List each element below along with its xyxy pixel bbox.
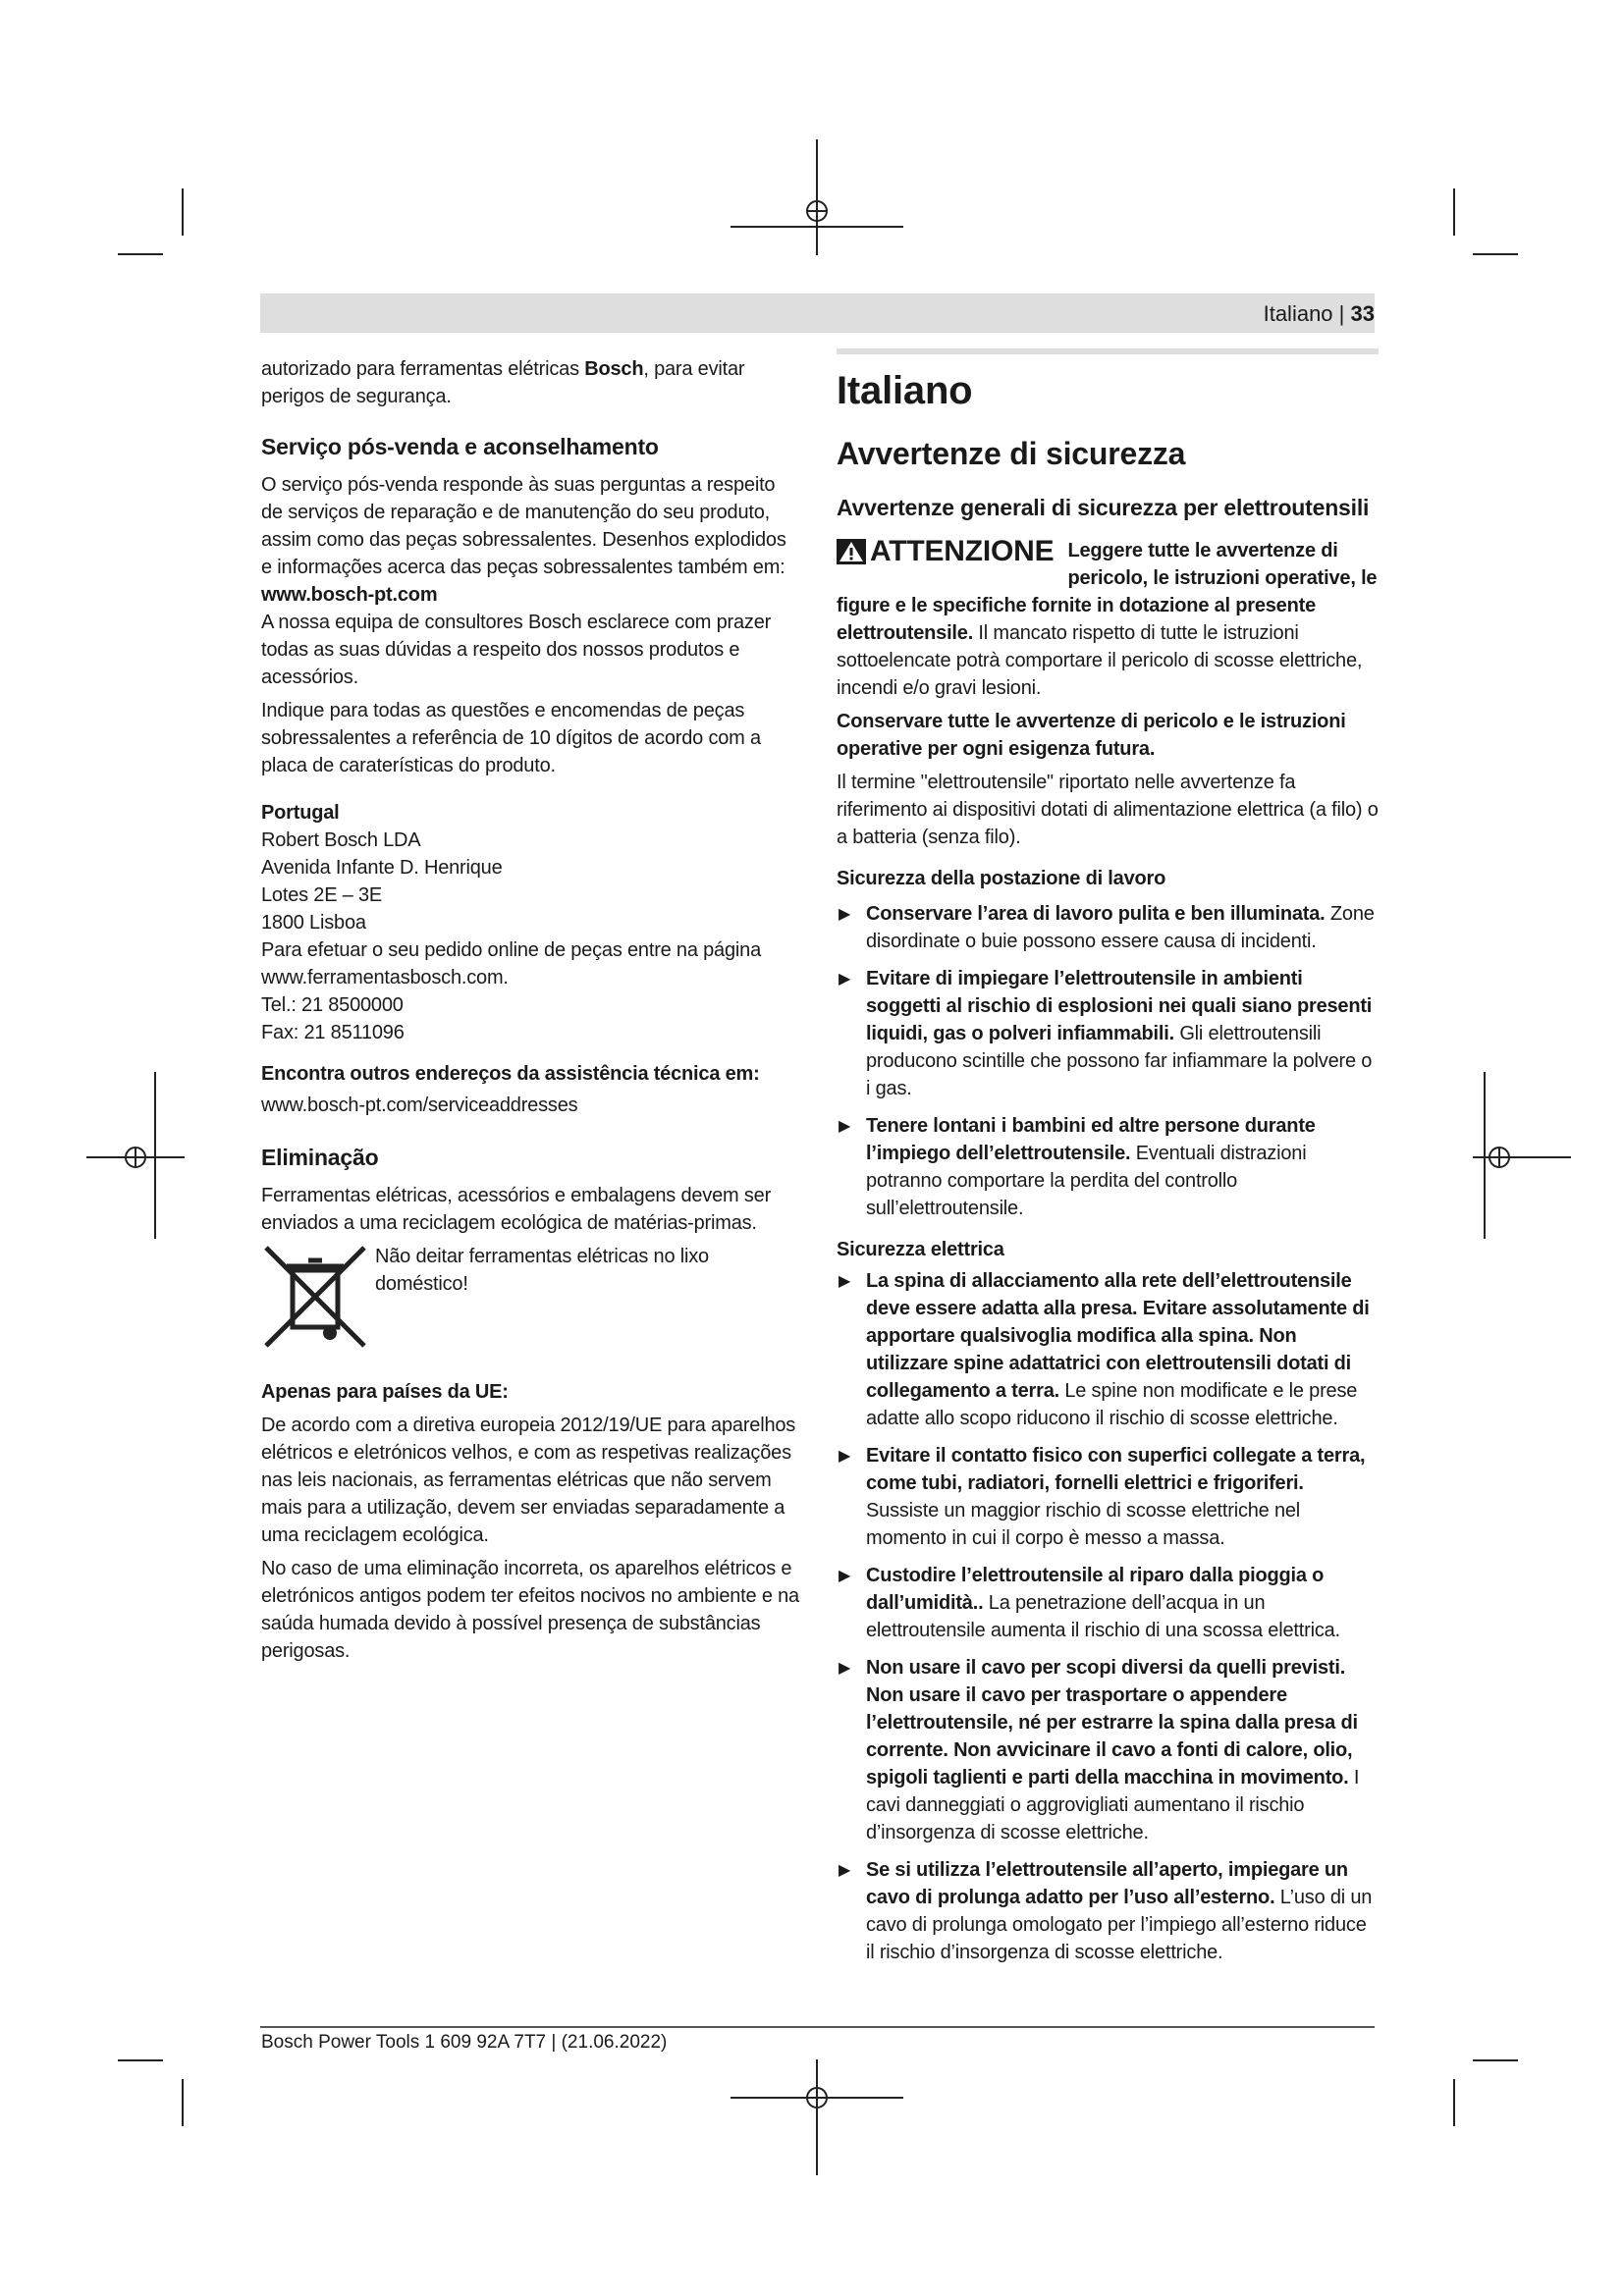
crop-mark (1473, 2059, 1518, 2061)
address-line: Robert Bosch LDA (261, 829, 421, 851)
registration-line (731, 226, 903, 228)
crop-mark (1453, 188, 1455, 236)
registration-mark-icon (1489, 1147, 1510, 1168)
bullet-icon: ▶ (839, 906, 851, 923)
registration-line (1473, 1156, 1571, 1158)
crop-mark (1453, 2079, 1455, 2126)
header-language: Italiano (1263, 301, 1333, 326)
address-line: 1800 Lisboa (261, 912, 366, 934)
bullet-icon: ▶ (839, 1568, 851, 1584)
registration-line (154, 1072, 156, 1239)
eu-heading: Apenas para países da UE: (261, 1381, 509, 1403)
list-item: ▶ Tenere lontani i bambini ed altre persone durante l’impiego dell’elettroutensile. Eventuali distrazioni potranno comportare la perdita del controllo sull’elettroutensile. (839, 1115, 1316, 1219)
bullet-icon: ▶ (839, 1448, 851, 1465)
warning-triangle-icon (837, 539, 866, 564)
brand-name: Bosch (584, 358, 644, 380)
footer-text: Bosch Power Tools 1 609 92A 7T7 | (21.06.2022) (261, 2032, 668, 2053)
eu-paragraph: De acordo com a diretiva europeia 2012/19/UE para aparelhos elétricos e eletrónicos velhos, e com as respetivas realizações nas leis nacionais, as ferramentas elétricas que não servem mais para a utilização, devem ser enviadas separadamente a uma reciclagem ecológica. (261, 1415, 796, 1546)
eu-paragraph-2: No caso de uma eliminação incorreta, os aparelhos elétricos e eletrónicos antigos podem ter efeitos nocivos no ambiente e na saúda humada devido à possível presença de substâncias perigosas. (261, 1558, 799, 1662)
crop-mark (182, 2079, 184, 2126)
page-title: Italiano (837, 369, 973, 412)
general-safety-heading: Avvertenze generali di sicurezza per elettroutensili (837, 495, 1370, 520)
warning-text: Il mancato rispetto di tutte le istruzioni sottoelencate potrà comportare il pericolo di scosse elettriche, incendi e/o gravi lesioni. (837, 622, 1363, 699)
left-column (261, 355, 799, 1665)
keep-instructions: Conservare tutte le avvertenze di pericolo e le istruzioni operative per ogni esigenza futura. (837, 711, 1346, 760)
crop-mark (182, 188, 184, 236)
footer-rule (260, 2026, 1375, 2028)
workplace-heading: Sicurezza della postazione di lavoro (837, 868, 1166, 889)
bullet-icon: ▶ (839, 1862, 851, 1879)
term-definition: Il termine "elettroutensile" riportato nelle avvertenze fa riferimento ai dispositivi dotati di alimentazione elettrica (a filo) o a batteria (senza filo). (837, 772, 1379, 848)
disposal-heading: Eliminação (261, 1145, 379, 1170)
weee-notice (261, 1243, 799, 1351)
registration-mark-icon (806, 200, 828, 222)
country-heading: Portugal (261, 802, 340, 824)
bullet-icon: ▶ (839, 1273, 851, 1290)
service-url[interactable]: www.bosch-pt.com (261, 584, 438, 606)
list-item: ▶ Se si utilizza l’elettroutensile all’aperto, impiegare un cavo di prolunga adatto per l’uso all’esterno. L’uso di un cavo di prolunga omologato per l’impiego all’esterno riduce il rischio d’insorgenza di scosse elettriche. (839, 1859, 1373, 1963)
address-line: Lotes 2E – 3E (261, 884, 383, 906)
section-rule (837, 348, 1379, 354)
header-bar (260, 294, 1375, 333)
list-item: ▶ Non usare il cavo per scopi diversi da quelli previsti. Non usare il cavo per trasportare o appendere l’elettroutensile, né per estrarre la spina dalla presa di corrente. Non avvicinare il cavo a fonti di calore, olio, spigoli taglienti e parti della macchina in movimento. I cavi danneggiati o aggrovigliati aumentano il rischio d’insorgenza di scosse elettriche. (839, 1657, 1360, 1843)
crossed-out-wheelie-bin-icon (261, 1243, 369, 1351)
more-addresses-heading: Encontra outros endereços da assistência técnica em: (261, 1063, 760, 1085)
fax-line: Fax: 21 8511096 (261, 1022, 405, 1043)
more-addresses-url[interactable]: www.bosch-pt.com/serviceaddresses (261, 1095, 578, 1116)
warning-paragraph (837, 537, 1379, 702)
service-paragraph: O serviço pós-venda responde às suas perguntas a respeito de serviços de reparação e de manutenção do seu produto, assim como das peças sobressalentes. Desenhos explodidos e informações acerca das peças sobressalentes também em: (261, 474, 786, 578)
intro-paragraph: autorizado para ferramentas elétricas Bosch, para evitar perigos de segurança. (261, 358, 745, 407)
electric-heading: Sicurezza elettrica (837, 1239, 1004, 1260)
list-item: ▶ Evitare il contatto fisico con superfici collegate a terra, come tubi, radiatori, fornelli elettrici e frigoriferi. Sussiste un maggior rischio di scosse elettriche nel momento in cui il corpo è messo a massa. (839, 1445, 1366, 1549)
crop-mark (118, 2059, 163, 2061)
service-paragraph-3: Indique para todas as questões e encomendas de peças sobressalentes a referência de 10 dígitos de acordo com a placa de caraterísticas do produto. (261, 700, 761, 776)
header-separator: | (1338, 301, 1345, 326)
running-header (1264, 301, 1375, 327)
registration-line (1484, 1072, 1486, 1239)
address-line: Avenida Infante D. Henrique (261, 857, 503, 879)
service-paragraph-2: A nossa equipa de consultores Bosch esclarece com prazer todas as suas dúvidas a respeito dos nossos produtos e acessórios. (261, 612, 772, 688)
weee-text: Não deitar ferramentas elétricas no lixo doméstico! (375, 1246, 709, 1295)
list-item: ▶ Conservare l’area di lavoro pulita e ben illuminata. Zone disordinate o buie possono essere causa di incidenti. (839, 903, 1375, 952)
list-item: ▶ Custodire l’elettroutensile al riparo dalla pioggia o dall’umidità.. La penetrazione dell’acqua in un elettroutensile aumenta il rischio di una scossa elettrica. (839, 1565, 1340, 1641)
list-item: ▶ Evitare di impiegare l’elettroutensile in ambienti soggetti al rischio di esplosioni nei quali siano presenti liquidi, gas o polveri infiammabili. Gli elettroutensili producono scintille che possono far infiammare la polvere o i gas. (839, 968, 1373, 1099)
registration-line (816, 2059, 818, 2175)
registration-mark-icon (806, 2087, 828, 2109)
address-line: Para efetuar o seu pedido online de peças entre na página www.ferramentasbosch.com. (261, 939, 761, 988)
bullet-icon: ▶ (839, 1660, 851, 1677)
registration-mark-icon (125, 1147, 146, 1168)
crop-mark (1473, 253, 1518, 255)
right-column (837, 348, 1379, 1976)
bullet-icon: ▶ (839, 1118, 851, 1135)
warning-label: ATTENZIONE (837, 535, 1054, 568)
crop-mark (118, 253, 163, 255)
service-heading: Serviço pós-venda e aconselhamento (261, 434, 659, 459)
registration-line (816, 139, 818, 255)
bullet-icon: ▶ (839, 971, 851, 988)
page-number: 33 (1350, 301, 1375, 326)
list-item: ▶ La spina di allacciamento alla rete dell’elettroutensile deve essere adatta alla presa. Evitare assolutamente di apportare qualsivoglia modifica alla spina. Non utilizzare spine adattatrici con elettroutensili dotati di collegamento a terra. Le spine non modificate e le prese adatte allo scopo riducono il rischio di scosse elettriche. (839, 1270, 1370, 1429)
phone-line: Tel.: 21 8500000 (261, 994, 404, 1016)
warning-bold-text: Leggere tutte le avvertenze di pericolo, le istruzioni operative, le figure e le specifiche fornite in dotazione al presente elettroutensile. (837, 540, 1378, 644)
safety-heading: Avvertenze di sicurezza (837, 436, 1186, 471)
disposal-paragraph: Ferramentas elétricas, acessórios e embalagens devem ser enviados a uma reciclagem ecológica de matérias-primas. (261, 1185, 772, 1234)
